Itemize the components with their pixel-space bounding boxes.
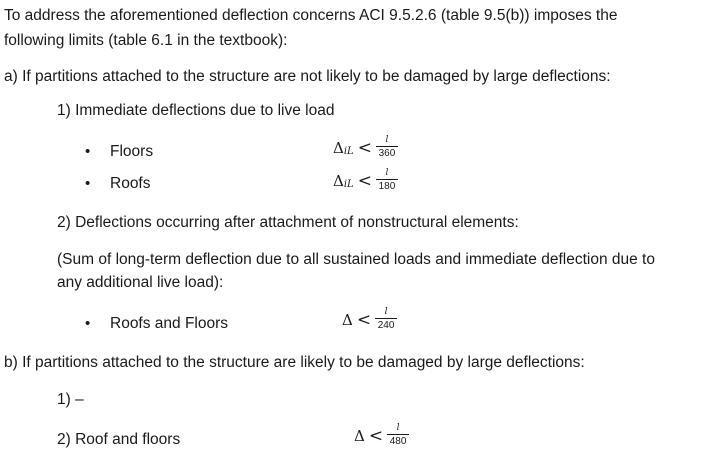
less-than-operator: < xyxy=(368,425,384,446)
fraction-numerator: l xyxy=(384,307,388,317)
fraction-numerator: l xyxy=(396,423,400,433)
section-a-heading: a) If partitions attached to the structure are not likely to be damaged by large deflections: xyxy=(4,68,611,85)
fraction xyxy=(375,308,397,331)
intro-line-1: To address the aforementioned deflection concerns ACI 9.5.2.6 (table 9.5(b)) imposes the xyxy=(4,7,618,24)
bullet-label-roofs-and-floors: Roofs and Floors xyxy=(110,315,229,332)
formula-roofs-immediate xyxy=(333,169,398,192)
fraction-denominator: 480 xyxy=(389,436,407,447)
formula-floors-immediate xyxy=(333,136,398,159)
delta-symbol: Δ xyxy=(333,171,344,190)
less-than-operator: < xyxy=(357,170,372,191)
fraction-denominator: 360 xyxy=(378,148,396,159)
section-b-item2-heading: 2) Roof and floors xyxy=(57,431,181,448)
section-a-item2-note-line-1: (Sum of long-term deflection due to all sustained loads and immediate deflection due to xyxy=(57,251,655,268)
intro-line-2: following limits (table 6.1 in the textbook): xyxy=(4,32,288,49)
fraction-denominator: 240 xyxy=(377,320,395,331)
fraction xyxy=(376,136,398,159)
bullet-label-roofs: Roofs xyxy=(110,175,151,192)
delta-symbol: Δ xyxy=(333,138,344,157)
fraction-numerator: l xyxy=(385,135,389,145)
less-than-operator: < xyxy=(356,309,372,330)
formula-roof-floors-damage xyxy=(354,424,409,447)
bullet-roofs-and-floors: • xyxy=(85,315,91,332)
delta-symbol: Δ xyxy=(342,310,353,329)
section-a-item2-note-line-2: any additional live load): xyxy=(57,274,224,291)
fraction xyxy=(387,424,409,447)
less-than-operator: < xyxy=(357,137,372,158)
bullet-floors: • xyxy=(85,143,91,160)
section-b-item1-heading: 1) – xyxy=(57,391,84,408)
delta-subscript: iL xyxy=(343,146,354,157)
fraction-denominator: 180 xyxy=(378,181,396,192)
section-a-item1-heading: 1) Immediate deflections due to live load xyxy=(57,102,335,119)
delta-symbol: Δ xyxy=(354,426,365,445)
section-a-item2-heading: 2) Deflections occurring after attachment of nonstructural elements: xyxy=(57,214,519,231)
bullet-label-floors: Floors xyxy=(110,143,154,160)
bullet-roofs: • xyxy=(85,175,91,192)
fraction-numerator: l xyxy=(385,168,389,178)
section-b-heading: b) If partitions attached to the structure are likely to be damaged by large deflections: xyxy=(4,354,585,371)
fraction xyxy=(376,169,398,192)
delta-subscript: iL xyxy=(343,179,354,190)
formula-roofs-floors-long-term xyxy=(342,308,397,331)
